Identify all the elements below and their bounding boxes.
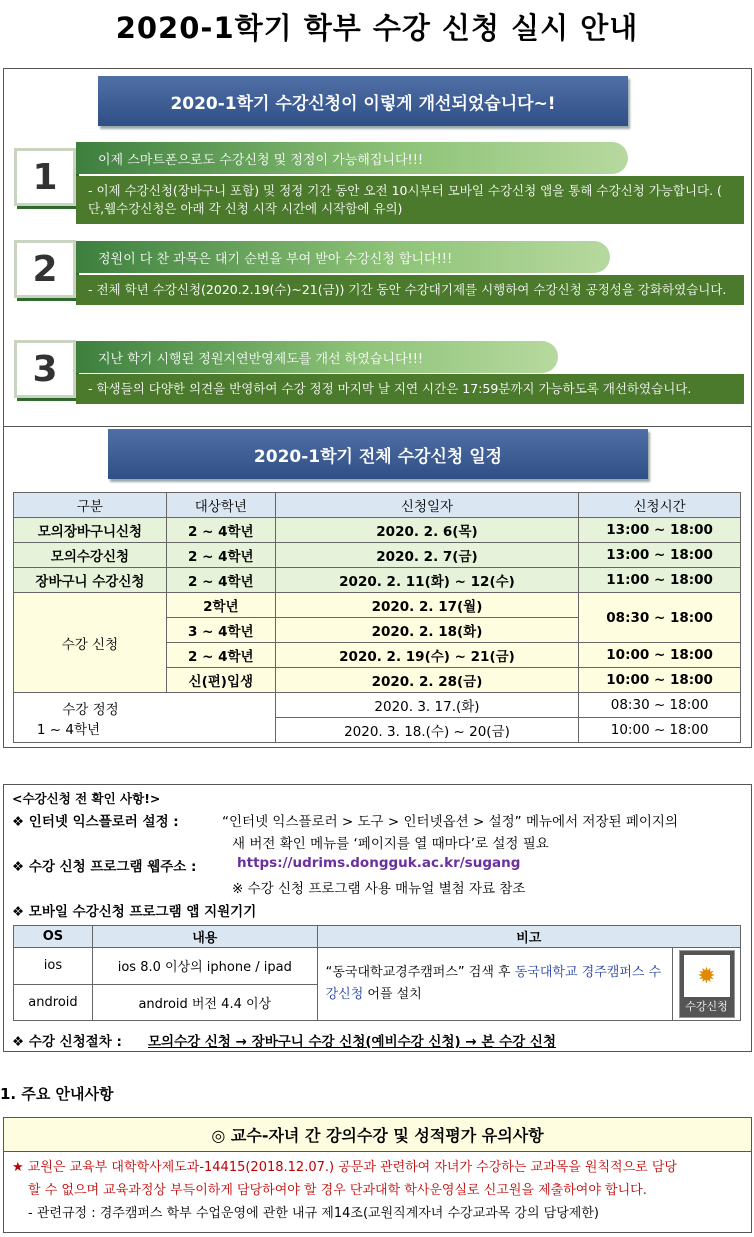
improvement-headline-2: 정원이 다 찬 과목은 대기 순번을 부여 받아 수강신청 합니다!!!: [76, 241, 610, 273]
header-grade: 대상학년: [166, 493, 275, 518]
schedule-banner: 2020-1학기 전체 수강신청 일정: [108, 429, 648, 479]
improvement-banner: 2020-1학기 수강신청이 이렇게 개선되었습니다~!: [98, 76, 628, 126]
cell: 2020. 3. 18.(수) ~ 20(금): [275, 718, 578, 743]
cell: 10:00 ~ 18:00: [579, 643, 741, 668]
cell: 2020. 2. 18(화): [275, 618, 578, 643]
notice-heading: 1. 주요 안내사항: [0, 1085, 114, 1103]
procedure-label: ❖ 수강 신청절차 :: [12, 1034, 122, 1050]
notice-box: [3, 1117, 752, 1233]
cell: 2020. 2. 28(금): [275, 668, 578, 693]
cell: 13:00 ~ 18:00: [579, 543, 741, 568]
cell: [14, 693, 276, 743]
table-row: [14, 948, 741, 985]
cell: 11:00 ~ 18:00: [579, 568, 741, 593]
cell: 2020. 3. 17.(화): [275, 693, 578, 718]
cell: 08:30 ~ 18:00: [579, 593, 741, 643]
table-header-row: [14, 926, 741, 948]
section-divider: [3, 426, 752, 427]
app-icon: [679, 950, 735, 1018]
cell: ios 8.0 이상의 iphone / ipad: [92, 948, 317, 985]
star-icon: ★: [12, 1160, 24, 1175]
improvement-headline-3: 지난 학기 시행된 정원지연반영제도를 개선 하였습니다!!!: [76, 341, 558, 373]
header-note: 비고: [317, 926, 740, 948]
cell: [317, 948, 672, 1021]
ie-setting-text-2: 새 버전 확인 메뉴를 ‘페이지를 열 때마다’로 설정 필요: [232, 836, 549, 852]
header-content: 내용: [92, 926, 317, 948]
improvement-detail-3: - 학생들의 다양한 의견을 반영하여 수강 정정 마지막 날 지연 시간은 17:59분까지 가능하도록 개선하였습니다.: [76, 374, 744, 404]
ie-setting-label: ❖ 인터넷 익스플로러 설정 :: [12, 814, 179, 830]
table-row: [14, 593, 741, 618]
cell: 모의장바구니신청: [14, 518, 167, 543]
cell: 수강 신청: [14, 593, 167, 693]
cell: 2 ~ 4학년: [166, 543, 275, 568]
cell: 3 ~ 4학년: [166, 618, 275, 643]
cell: 10:00 ~ 18:00: [579, 668, 741, 693]
cell: 08:30 ~ 18:00: [579, 693, 741, 718]
improvement-detail-2: - 전체 학년 수강신청(2020.2.19(수)~21(금)) 기간 동안 수강대기제를 시행하여 수강신청 공정성을 강화하였습니다.: [76, 275, 744, 305]
improvement-detail-1: - 이제 수강신청(장바구니 포함) 및 정정 기간 동안 오전 10시부터 모바일 수강신청 앱을 통해 수강신청 가능합니다. ( 단,웹수강신청은 아래 각 신청 시작 시간에 시작함에 유의): [76, 176, 744, 224]
campus-logo-icon: ✹: [684, 955, 730, 997]
table-row: [14, 693, 741, 718]
notice-line-2: 할 수 없으며 교육과정상 부득이하게 담당하여야 할 경우 단과대학 학사운영실로 신고원을 제출하여야 합니다.: [28, 1183, 647, 1198]
number-badge-3: 3: [14, 340, 76, 398]
mobile-devices-label: ❖ 모바일 수강신청 프로그램 앱 지원기기: [12, 904, 257, 920]
page-title: 2020-1학기 학부 수강 신청 실시 안내: [115, 11, 639, 45]
cell: 2020. 2. 11(화) ~ 12(수): [275, 568, 578, 593]
header-time: 신청시간: [579, 493, 741, 518]
cell: 2 ~ 4학년: [166, 568, 275, 593]
schedule-table: [13, 492, 741, 743]
fix-label: 수강 정정: [62, 701, 119, 718]
sugang-url-link[interactable]: https://udrims.dongguk.ac.kr/sugang: [237, 855, 521, 871]
cell: 2 ~ 4학년: [166, 643, 275, 668]
cell: 10:00 ~ 18:00: [579, 718, 741, 743]
cell: ios: [14, 948, 93, 985]
device-table: [13, 925, 741, 1021]
cell: 2 ~ 4학년: [166, 518, 275, 543]
cell: 13:00 ~ 18:00: [579, 518, 741, 543]
header-os: OS: [14, 926, 93, 948]
table-row: [14, 518, 741, 543]
notice-line-1: [12, 1156, 743, 1179]
note-app-name: 동국대학교 경주캠퍼스 수강신청: [325, 965, 662, 1002]
cell: 2020. 2. 7(금): [275, 543, 578, 568]
header-date: 신청일자: [275, 493, 578, 518]
improvement-headline-1: 이제 스마트폰으로도 수강신청 및 정정이 가능해집니다!!!: [76, 142, 628, 174]
table-header-row: [14, 493, 741, 518]
fix-grade: 1 ~ 4학년: [36, 721, 101, 738]
header-category: 구분: [14, 493, 167, 518]
notice-body: [4, 1152, 751, 1225]
table-row: [14, 568, 741, 593]
notice-line-3: - 관련규정 : 경주캠퍼스 학부 수업운영에 관한 내규 제14조(교원직계자녀 수강교과목 강의 담당제한): [28, 1206, 599, 1221]
procedure-text: 모의수강 신청 → 장바구니 수강 신청(예비수강 신청) → 본 수강 신청: [148, 1034, 556, 1050]
number-badge-2: 2: [14, 240, 76, 298]
cell: [673, 948, 741, 1021]
cell: 신(편)입생: [166, 668, 275, 693]
ie-setting-text: “인터넷 익스플로러 > 도구 > 인터넷옵션 > 설정” 메뉴에서 저장된 페이지의: [222, 814, 678, 830]
notice-box-title: ◎ 교수-자녀 간 강의수강 및 성적평가 유의사항: [4, 1118, 751, 1152]
note-suffix: 어플 설치: [363, 987, 422, 1002]
cell: android 버전 4.4 이상: [92, 984, 317, 1021]
cell: 장바구니 수강신청: [14, 568, 167, 593]
cell: 2020. 2. 6(목): [275, 518, 578, 543]
cell: 모의수강신청: [14, 543, 167, 568]
cell: android: [14, 984, 93, 1021]
note-prefix: “동국대학교경주캠퍼스” 검색 후: [325, 965, 515, 980]
manual-note: ※ 수강 신청 프로그램 사용 매뉴얼 별첨 자료 참조: [232, 881, 526, 897]
number-badge-1: 1: [14, 148, 76, 206]
table-row: [14, 543, 741, 568]
cell: 2020. 2. 19(수) ~ 21(금): [275, 643, 578, 668]
checklist-heading: <수강신청 전 확인 사항!>: [12, 791, 161, 806]
cell: 2학년: [166, 593, 275, 618]
web-url-label: ❖ 수강 신청 프로그램 웹주소 :: [12, 859, 197, 875]
cell: 2020. 2. 17(월): [275, 593, 578, 618]
app-caption: 수강신청: [685, 1000, 728, 1013]
notice-text-1: 교원은 교육부 대학학사제도과-14415(2018.12.07.) 공문과 관련하여 자녀가 수강하는 교과목을 원칙적으로 담당: [27, 1160, 677, 1175]
